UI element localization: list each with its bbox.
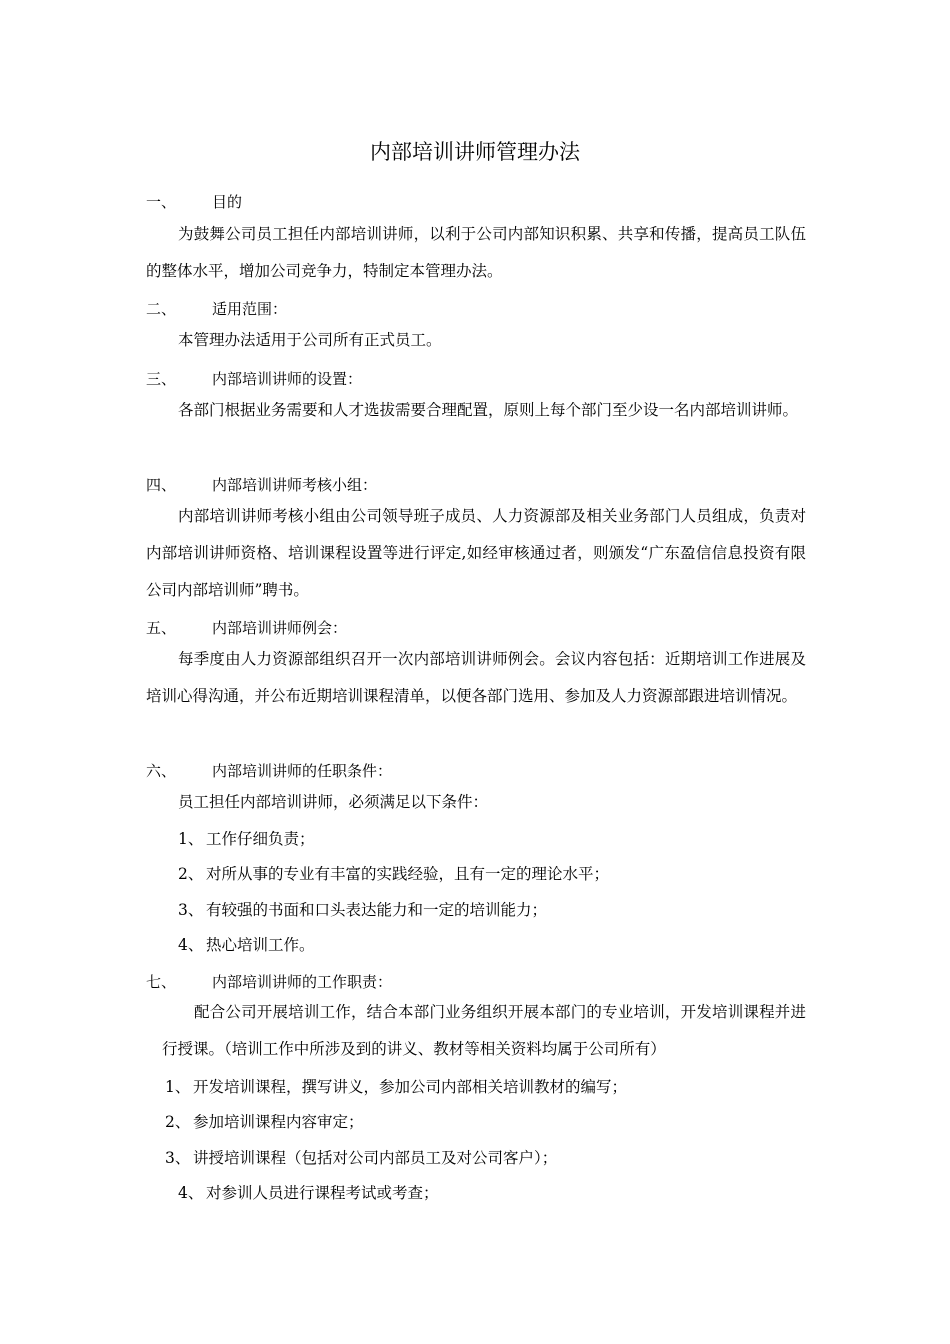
list-item-number: 1、 — [178, 830, 204, 848]
section-title: 内部培训讲师的工作职责： — [212, 973, 393, 991]
section-heading-7 — [146, 971, 392, 992]
section-heading-4 — [146, 474, 377, 495]
section-paragraph-1: 为鼓舞公司员工担任内部培训讲师，以利于公司内部知识积累、共享和传播，提高员工队伍的整体水平，增加公司竞争力，特制定本管理办法。 — [146, 225, 806, 280]
list-item-number: 1、 — [165, 1078, 191, 1096]
list-item — [178, 827, 315, 849]
section-title: 内部培训讲师的任职条件： — [212, 762, 393, 780]
list-item-number: 2、 — [178, 865, 204, 883]
list-item-number: 3、 — [165, 1149, 191, 1167]
document-title: 内部培训讲师管理办法 — [370, 140, 580, 164]
list-item-text: 热心培训工作。 — [206, 936, 315, 954]
list-item-text: 工作仔细负责； — [206, 830, 315, 848]
list-item-text: 开发培训课程，撰写讲义，参加公司内部相关培训教材的编写； — [193, 1078, 628, 1096]
list-item — [178, 862, 609, 884]
list-item — [165, 1146, 557, 1168]
section-heading-5 — [146, 617, 347, 638]
list-item-text: 对所从事的专业有丰富的实践经验，且有一定的理论水平； — [206, 865, 610, 883]
list-item — [178, 1181, 439, 1203]
section-number: 四、 — [146, 476, 177, 494]
section-title: 内部培训讲师的设置： — [212, 370, 363, 388]
list-item — [178, 933, 315, 955]
section-number: 七、 — [146, 973, 177, 991]
section-paragraph-4: 内部培训讲师考核小组由公司领导班子成员、人力资源部及相关业务部门人员组成，负责对内部培训讲师资格、培训课程设置等进行评定,如经审核通过者，则颁发“广东盈信信息投资有限公司内部培训师”聘书。 — [146, 507, 806, 599]
section-heading-1 — [146, 191, 242, 212]
list-item-number: 2、 — [165, 1113, 191, 1131]
section-paragraph-7: 配合公司开展培训工作，结合本部门业务组织开展本部门的专业培训，开发培训课程并进行授课。（培训工作中所涉及到的讲义、教材等相关资料均属于公司所有） — [162, 1003, 806, 1058]
section-number: 五、 — [146, 619, 177, 637]
list-item-number: 4、 — [178, 936, 204, 954]
section-heading-2 — [146, 298, 287, 319]
list-item — [178, 898, 547, 920]
section-title: 内部培训讲师例会： — [212, 619, 348, 637]
list-item-number: 3、 — [178, 901, 204, 919]
list-item-text: 讲授培训课程（包括对公司内部员工及对公司客户）； — [193, 1149, 558, 1167]
section-number: 二、 — [146, 300, 177, 318]
section-heading-6 — [146, 760, 392, 781]
list-item — [165, 1075, 627, 1097]
section-paragraph-5: 每季度由人力资源部组织召开一次内部培训讲师例会。会议内容包括：近期培训工作进展及培训心得沟通，并公布近期培训课程清单，以便各部门选用、参加及人力资源部跟进培训情况。 — [146, 650, 806, 705]
section-number: 三、 — [146, 370, 177, 388]
section-paragraph-3: 各部门根据业务需要和人才选拔需要合理配置，原则上每个部门至少设一名内部培训讲师。 — [178, 401, 799, 419]
list-item — [165, 1110, 364, 1132]
section-heading-3 — [146, 368, 362, 389]
section-title: 目的 — [212, 193, 243, 211]
section-number: 六、 — [146, 762, 177, 780]
list-item-text: 对参训人员进行课程考试或考查； — [206, 1184, 439, 1202]
section-number: 一、 — [146, 193, 177, 211]
section-title: 内部培训讲师考核小组： — [212, 476, 378, 494]
list-item-text: 有较强的书面和口头表达能力和一定的培训能力； — [206, 901, 548, 919]
list-item-number: 4、 — [178, 1184, 204, 1202]
section-paragraph-2: 本管理办法适用于公司所有正式员工。 — [178, 331, 442, 349]
section-paragraph-6: 员工担任内部培训讲师，必须满足以下条件： — [178, 793, 489, 811]
list-item-text: 参加培训课程内容审定； — [193, 1113, 364, 1131]
section-title: 适用范围： — [212, 300, 288, 318]
